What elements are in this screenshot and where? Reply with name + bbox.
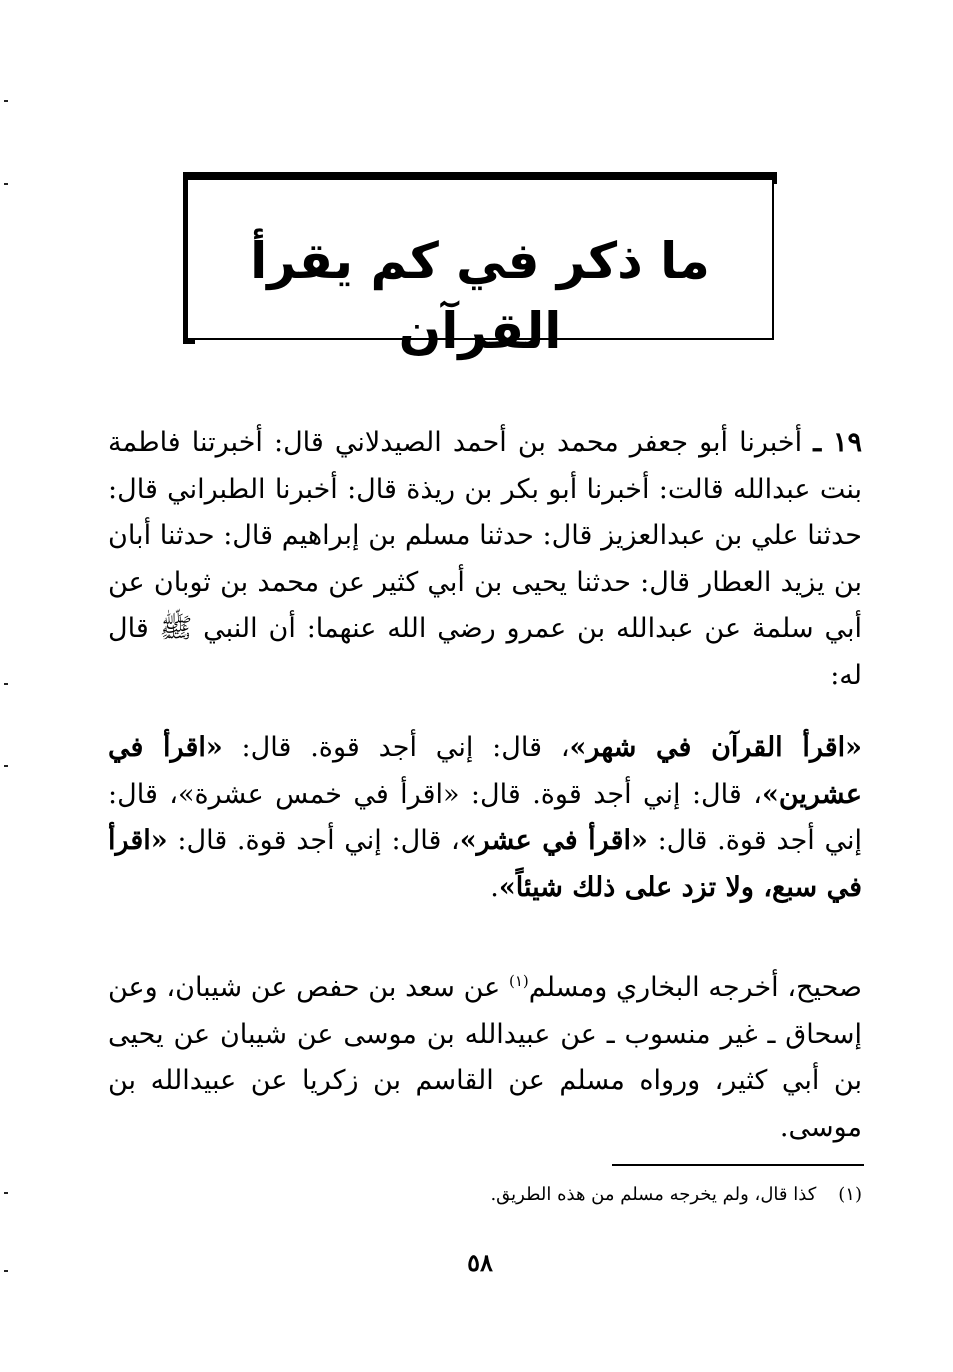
matn-text-1: ، قال: إني أجد قوة. قال: (222, 732, 570, 763)
hadith-number: ١٩ ـ (813, 427, 862, 458)
matn-quote-2: «اقرأ في عشرين» (108, 732, 862, 810)
matn-text-4: . (490, 871, 499, 903)
footnote (300, 1180, 862, 1210)
hadith-isnad-paragraph (108, 420, 862, 699)
footnote-reference: (١) (508, 972, 529, 990)
scan-mark (4, 1192, 8, 1194)
matn-quote-4: «اقرأ في سبع، ولا تزد على ذلك شيئاً» (108, 825, 862, 903)
scan-mark (4, 683, 8, 685)
matn-text-3: ، قال: إني أجد قوة. قال: (167, 825, 460, 856)
takhrij-text-2: عن سعد بن حفص عن شيبان، وعن إسحاق ـ غير منسوب ـ عن عبيدالله بن موسى عن شيبان عن يحيى بن أبي كثير، ورواه مسلم عن القاسم بن زكريا عن عبيدالله بن موسى. (108, 972, 862, 1143)
page-number: ٥٨ (467, 1248, 493, 1277)
footnote-marker: (١) (838, 1184, 862, 1205)
hadith-isnad: أخبرنا أبو جعفر محمد بن أحمد الصيدلاني قال: أخبرتنا فاطمة بنت عبدالله قالت: أخبرنا أبو بكر بن ريذة قال: أخبرنا الطبراني قال: حدثنا علي بن عبدالعزيز قال: حدثنا مسلم بن إبراهيم قال: حدثنا أبان بن يزيد العطار قال: حدثنا يحيى بن أبي كثير عن محمد بن ثوبان عن أبي سلمة عن عبدالله بن عمرو رضي الله عنهما: أن النبي ﷺ قال له: (108, 427, 862, 691)
footnote-text: كذا قال، ولم يخرجه مسلم من هذه الطريق. (490, 1184, 817, 1205)
scan-mark (4, 183, 8, 185)
scan-mark (4, 1270, 8, 1272)
scan-mark (4, 765, 8, 767)
matn-quote-3: «اقرأ في عشر» (459, 825, 648, 856)
footnote-divider (612, 1164, 864, 1166)
hadith-matn-paragraph (108, 725, 862, 911)
takhrij-text-1: صحيح، أخرجه البخاري ومسلم (528, 972, 862, 1003)
chapter-title: ما ذكر في كم يقرأ القرآن (250, 232, 710, 360)
matn-text-2: ، قال: إني أجد قوة. قال: «اقرأ في خمس عشرة»، قال: إني أجد قوة. قال: (108, 778, 862, 856)
scan-mark (4, 100, 8, 102)
takhrij-paragraph (108, 965, 862, 1151)
matn-quote-1: «اقرأ القرآن في شهر» (569, 732, 863, 763)
